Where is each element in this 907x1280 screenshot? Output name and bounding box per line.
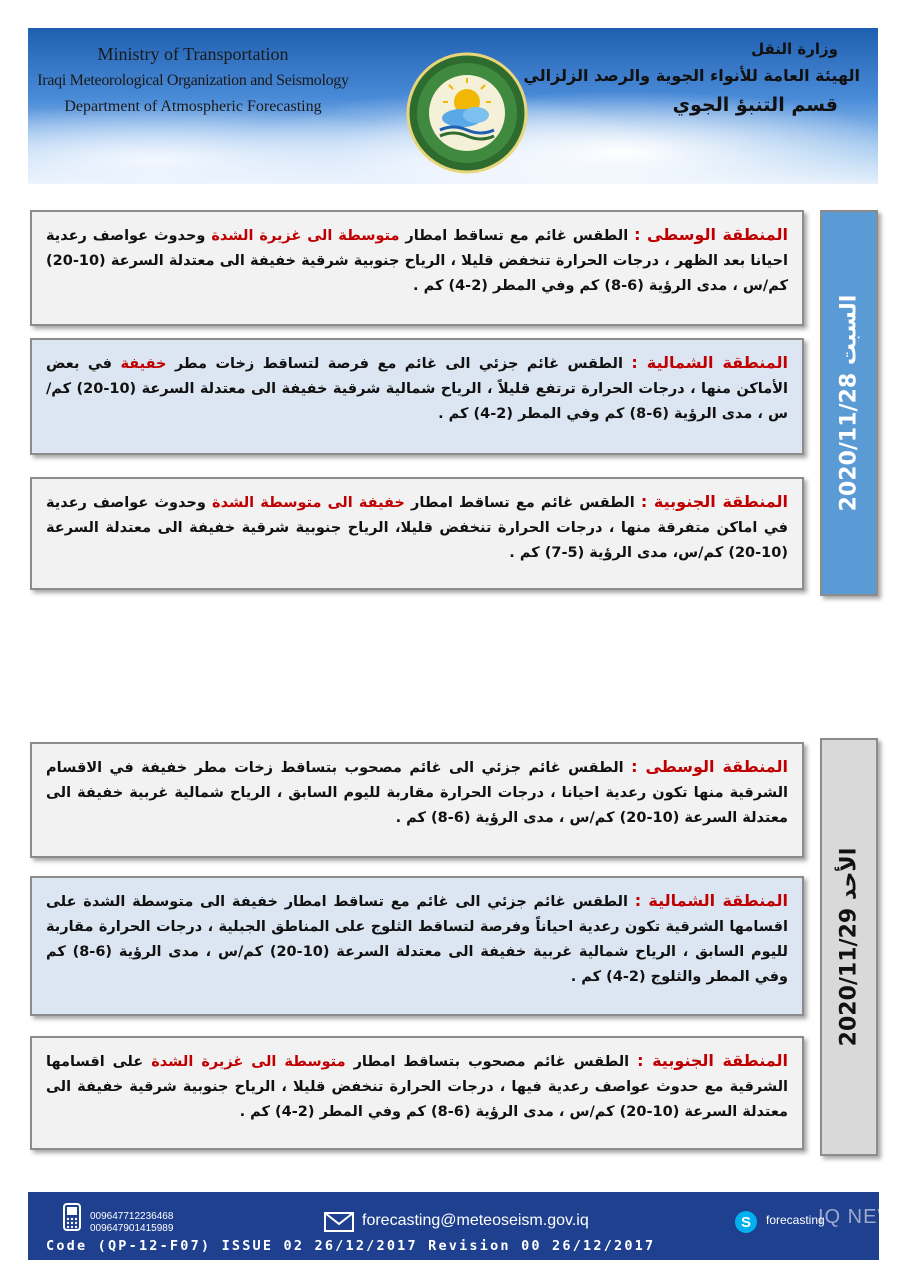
date-label: الأحد 2020/11/29	[836, 847, 862, 1047]
department-name-ar: قسم التنبؤ الجوي	[672, 94, 838, 116]
phone-icon	[62, 1202, 82, 1232]
watermark: IQ NEW	[818, 1206, 898, 1228]
forecast-text: في بعض الأماكن منها ، درجات الحرارة ترتفع قليلاً ، الرياح شمالية شرقية خفيفة الى معتدلة السرعة (10-20) كم/س ، مدى الرؤية (6-8) كم وفي المطر (2-4) كم .	[46, 356, 788, 422]
forecast-text: وحدوث عواصف رعدية في اماكن متفرقة منها ، درجات الحرارة تنخفض قليلا، الرياح جنوبية شرقية خفيفة الى معتدلة السرعة (10-20) كم/س، مدى الرؤية (5-7) كم .	[46, 495, 788, 561]
organization-name-en: Iraqi Meteorological Organization and Seismology	[37, 72, 349, 89]
forecast-text: وحدوث عواصف رعدية احيانا بعد الظهر ، درجات الحرارة تنخفض قليلا ، الرياح جنوبية شرقية خفيفة الى معتدلة السرعة (10-20) كم/س ، مدى الرؤية (6-8) كم وفي المطر (2-4) كم .	[46, 228, 788, 294]
ministry-name-ar: وزارة النقل	[751, 40, 838, 58]
forecast-text: الطقس غائم مصحوب بتساقط امطار	[345, 1054, 638, 1070]
header-banner	[28, 28, 878, 184]
ministry-name-en: Ministry of Transportation	[97, 44, 289, 64]
forecast-day2-central	[30, 742, 804, 858]
region-title: المنطقة الشمالية :	[631, 353, 788, 372]
forecast-text: الطقس غائم جزئي الى غائم مع تساقط امطار خفيفة الى متوسطة الشدة على اقسامها الشرقية تكون رعدية احياناً وفرصة لتساقط الثلوج على المناطق الجبلية ، درجات الحرارة مقاربة لليوم السابق ، الرياح شمالية غربية خفيفة الى معتدلة السرعة (10-20) كم/س ، مدى الرؤية (6-8) كم وفي المطر والثلوج (2-4) كم .	[46, 894, 788, 985]
forecast-text: الطقس غائم جزئي الى غائم مع فرصة لتساقط زخات مطر	[166, 356, 632, 372]
forecast-day1-central	[30, 210, 804, 326]
footer-bar	[28, 1192, 879, 1260]
forecast-text: على اقسامها الشرقية مع حدوث عواصف رعدية فيها ، درجات الحرارة تنخفض قليلا ، الرياح جنوبية شرقية خفيفة الى معتدلة السرعة (10-20) كم/س ، مدى الرؤية (6-8) كم وفي المطر (2-4) كم .	[46, 1054, 788, 1120]
forecast-text: الطقس غائم مع تساقط امطار	[404, 495, 641, 511]
region-title: المنطقة الجنوبية :	[640, 492, 788, 511]
skype-icon	[734, 1210, 758, 1234]
date-bar-day2	[820, 738, 878, 1156]
forecast-text: الطقس غائم جزئي الى غائم مصحوب بتساقط زخات مطر خفيفة في الاقسام الشرقية منها تكون رعدية احيانا ، درجات الحرارة مقاربة لليوم السابق ، الرياح شمالية غربية خفيفة الى معتدلة السرعة (10-20) كم/س ، مدى الرؤية (6-8) كم .	[46, 760, 788, 826]
forecast-day2-north	[30, 876, 804, 1016]
department-name-en: Department of Atmospheric Forecasting	[64, 98, 322, 115]
forecast-day2-south	[30, 1036, 804, 1150]
email-address[interactable]: forecasting@meteoseism.gov.iq	[362, 1212, 589, 1229]
skype-handle[interactable]: forecasting	[766, 1213, 825, 1227]
forecast-highlight: متوسطة الى غزيرة الشدة	[151, 1054, 346, 1070]
region-title: المنطقة الوسطى :	[634, 225, 789, 244]
phone-number: 009647901415989	[90, 1223, 174, 1234]
phone-numbers	[90, 1211, 173, 1235]
date-label: السبت 2020/11/28	[836, 294, 862, 512]
svg-text:S: S	[740, 1214, 752, 1231]
forecast-day1-north	[30, 338, 804, 455]
region-title: المنطقة الشمالية :	[634, 891, 788, 910]
forecast-text: الطقس غائم مع تساقط امطار	[399, 228, 635, 244]
forecast-highlight: خفيفة الى متوسطة الشدة	[212, 495, 405, 511]
envelope-icon	[324, 1212, 354, 1232]
organization-name-ar: الهيئة العامة للأنواء الجوية والرصد الزلزالي	[523, 66, 860, 85]
forecast-highlight: متوسطة الى غزيرة الشدة	[211, 228, 400, 244]
document-code: Code (QP-12-F07) ISSUE 02 26/12/2017 Revision 00 26/12/2017	[46, 1238, 656, 1254]
region-title: المنطقة الوسطى :	[631, 757, 789, 776]
forecast-day1-south	[30, 477, 804, 590]
region-title: المنطقة الجنوبية :	[637, 1051, 789, 1070]
forecast-highlight: خفيفة	[120, 356, 167, 372]
date-bar-day1	[820, 210, 878, 596]
organization-logo	[406, 52, 528, 174]
phone-number: 009647712236468	[90, 1211, 174, 1222]
